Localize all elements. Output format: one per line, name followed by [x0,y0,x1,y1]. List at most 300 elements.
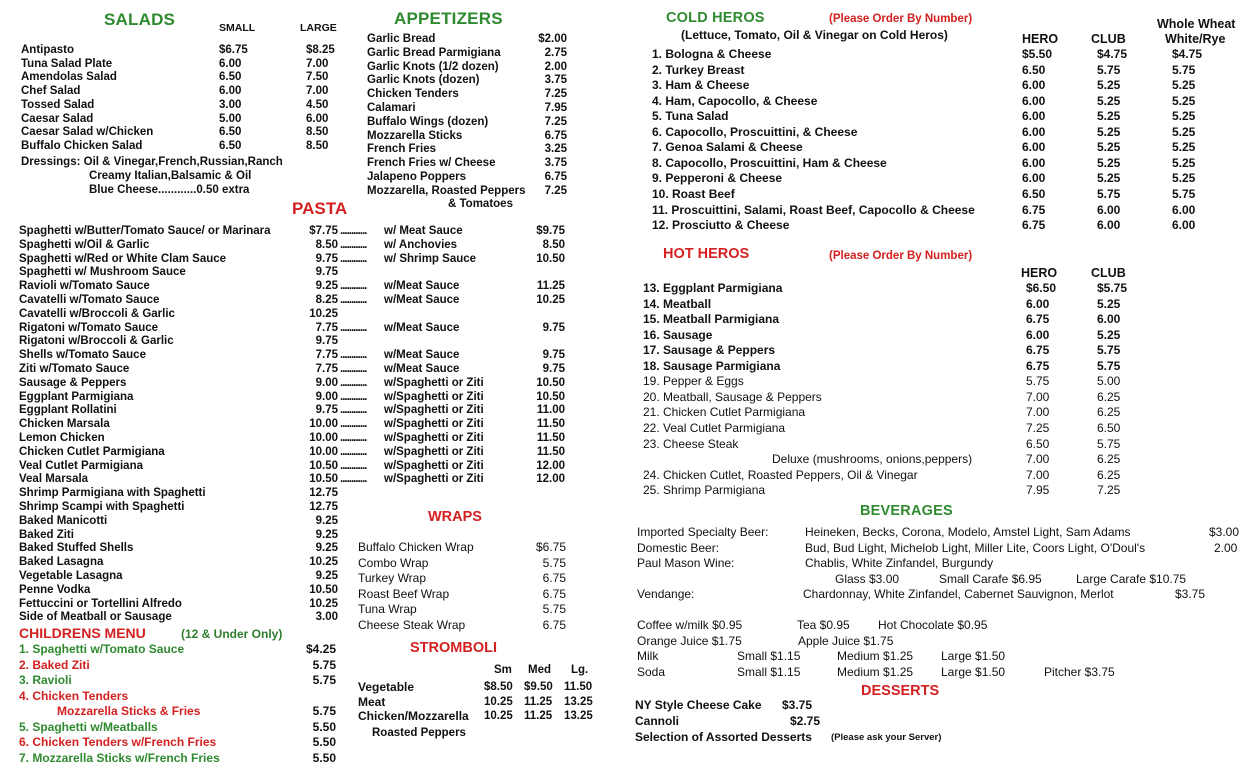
appetizer-item-name: Garlic Bread [367,33,436,45]
cold-hero-item-hero-price: $5.50 [1022,47,1053,61]
appetizer-item-name: Calamari [367,102,416,114]
wrap-item-name: Buffalo Chicken Wrap [358,540,474,554]
salad-item-large-price: 7.00 [306,57,329,70]
pasta-item-leader: ............ [340,294,367,306]
pasta-item-leader: ............ [340,459,367,472]
childrens-item-price: 5.50 [312,750,336,765]
pasta-item-option: w/Spaghetti or Ziti [384,445,484,458]
pasta-item-option-price: 9.75 [542,349,565,362]
pasta-item-option: w/ Shrimp Sauce [384,252,477,265]
cold-hero-item-ww-price: 6.00 [1172,202,1196,217]
soda-pitcher: Pitcher $3.75 [1044,665,1115,679]
hot-club-header: CLUB [1091,266,1126,280]
dressings-line-1: Dressings: Oil & Vinegar,French,Russian,Ranch [21,156,283,168]
stromboli-item-lg: 13.25 [564,695,593,708]
cold-hero-item-name: 6. Capocollo, Proscuittini, & Cheese [652,124,858,139]
appetizer-item-price: 7.95 [544,102,567,114]
salad-item-name: Chef Salad [21,85,81,98]
cold-hero-item-hero-price: 6.00 [1022,171,1046,186]
pasta-item-name: Spaghetti w/Butter/Tomato Sauce/ or Marinara [19,225,271,237]
appetizer-item-price: $2.00 [538,33,567,45]
hot-hero-item-club-price: $5.75 [1097,281,1128,295]
dressings-line-3: Blue Cheese............0.50 extra [89,184,250,196]
hot-hero-item-name: 18. Sausage Parmigiana [643,358,781,373]
childrens-item-name: 7. Mozzarella Sticks w/French Fries [19,750,220,765]
pasta-item-name: Veal Cutlet Parmigiana [19,459,143,472]
pasta-item-leader: ............ [340,473,367,486]
cold-hero-item-ww-price: 5.75 [1172,186,1196,201]
hot-hero-item-club-price: 5.75 [1097,343,1121,358]
pasta-item-price: 7.75 [315,349,338,362]
pasta-item-price: 9.00 [315,390,338,403]
appetizer-item-price: 3.75 [544,74,567,87]
wine-small-carafe: Small Carafe $6.95 [939,572,1042,586]
hot-hero-item-name: 22. Veal Cutlet Parmigiana [643,420,786,435]
hot-hero-item-hero-price: 6.75 [1026,312,1050,327]
wine-large-carafe: Large Carafe $10.75 [1076,572,1187,586]
salads-small-header: SMALL [219,22,256,34]
pasta-item-option-price: 9.75 [542,363,565,375]
hot-hero-item-club-price: 6.25 [1097,389,1121,404]
pasta-item-option-price: 11.25 [536,280,565,293]
childrens-item-price: 5.50 [312,735,336,749]
pasta-item-option-price: 10.50 [536,252,565,265]
hot-hero-item-hero-price: 7.25 [1026,420,1050,435]
cold-ww-header-2: White/Rye [1165,32,1226,46]
cold-hero-item-name: 11. Proscuittini, Salami, Roast Beef, Capocollo & Cheese [652,202,975,217]
cold-hero-item-club-price: 5.25 [1097,109,1121,124]
pasta-item-option: w/Spaghetti or Ziti [384,404,484,417]
cold-hero-item-name: 7. Genoa Salami & Cheese [652,140,803,155]
appetizer-item-name: Garlic Knots (1/2 dozen) [367,60,499,73]
pasta-item-name: Baked Stuffed Shells [19,542,134,555]
cold-hero-header: HERO [1022,32,1059,46]
wrap-item-price: 6.75 [542,617,566,632]
appetizer-item-price: 2.75 [544,46,567,59]
stromboli-item-sm: $8.50 [484,681,513,693]
pasta-item-name: Baked Ziti [19,528,74,541]
pasta-item-option: w/Spaghetti or Ziti [384,432,484,444]
pasta-item-leader: ............ [340,404,367,417]
appetizer-item-name: French Fries w/ Cheese [367,157,496,170]
salad-item-large-price: 7.00 [306,85,329,98]
hot-hero-item-hero-price: 6.50 [1026,436,1050,451]
cold-hero-item-club-price: 5.75 [1097,186,1121,201]
appetizer-item-price: 6.75 [544,171,567,183]
pasta-item-option-price: $9.75 [536,225,565,237]
dessert-cheesecake-price: $3.75 [782,698,813,712]
stromboli-item-med: $9.50 [524,681,553,693]
coffee: Coffee w/milk $0.95 [637,618,743,632]
pasta-item-option: w/Spaghetti or Ziti [384,473,484,486]
pasta-item-price: 10.00 [309,432,338,444]
appetizer-item-name: French Fries [367,143,437,156]
cold-hero-item-club-price: 5.25 [1097,171,1121,186]
stromboli-item-sm: 10.25 [484,695,513,708]
pasta-item-price: 9.75 [315,404,338,417]
pasta-item-price: 10.50 [309,459,338,472]
salad-item-large-price: 4.50 [306,98,329,111]
cold-hero-item-name: 2. Turkey Breast [652,62,745,77]
cold-hero-item-name: 10. Roast Beef [652,186,735,201]
childrens-item-name: 4. Chicken Tenders [19,688,129,703]
stromboli-item-name: Vegetable [358,680,415,694]
pasta-item-leader: ............ [340,321,367,334]
cold-hero-item-ww-price: 5.25 [1172,124,1196,139]
childrens-item-name: 6. Chicken Tenders w/French Fries [19,735,217,749]
pasta-item-name: Baked Manicotti [19,514,108,527]
pasta-item-price: 10.00 [309,418,338,431]
hot-hero-item-club-price: 5.00 [1097,374,1121,389]
pasta-item-leader: ............ [340,376,367,389]
wrap-item-name: Combo Wrap [358,555,429,570]
cold-hero-item-club-price: 5.25 [1097,93,1121,108]
cold-hero-item-club-price: 5.25 [1097,124,1121,139]
pasta-item-option-price: 10.50 [536,376,565,389]
domestic-beer-label: Domestic Beer: [637,541,720,555]
hot-hero-item-hero-price: 7.00 [1026,405,1050,420]
cold-hero-item-club-price: 5.75 [1097,62,1121,77]
pasta-item-name: Spaghetti w/ Mushroom Sauce [19,266,186,279]
childrens-item-price: 5.50 [312,719,336,734]
childrens-item-name: 2. Baked Ziti [19,657,90,672]
wrap-item-name: Cheese Steak Wrap [358,617,466,632]
appetizer-item-price: 7.25 [544,184,567,197]
cold-hero-item-ww-price: 5.25 [1172,109,1196,124]
pasta-item-option: w/ Meat Sauce [384,225,463,237]
salads-large-header: LARGE [300,22,337,34]
salad-item-small-price: $6.75 [219,44,248,56]
pasta-item-option: w/Meat Sauce [384,363,460,375]
pasta-item-leader: ............ [340,280,367,293]
stromboli-last-line: Roasted Peppers [372,727,466,739]
milk-small: Small $1.15 [737,649,801,663]
pasta-item-price: 10.25 [309,307,338,320]
hot-hero-item-name: 21. Chicken Cutlet Parmigiana [643,405,806,420]
childrens-note: (12 & Under Only) [181,627,283,641]
pasta-item-option-price: 11.00 [536,404,565,417]
pasta-item-price: 3.00 [315,611,338,624]
pasta-item-leader: ............ [340,238,367,251]
vendange-list: Chardonnay, White Zinfandel, Cabernet Sauvignon, Merlot [803,587,1114,601]
stromboli-item-med: 11.25 [524,710,553,722]
hot-hero-item-club-price: 6.00 [1097,312,1121,327]
milk-label: Milk [637,649,659,663]
cold-hero-item-club-price: 6.00 [1097,218,1121,233]
pasta-item-option: w/Meat Sauce [384,280,460,293]
pasta-item-price: 12.75 [309,501,338,513]
appetizer-item-name: Garlic Knots (dozen) [367,74,480,87]
hot-hero-item-club-price: 6.50 [1097,420,1121,435]
appetizer-item-name: Chicken Tenders [367,88,459,101]
hot-hero-item-name: 24. Chicken Cutlet, Roasted Peppers, Oil & Vinegar [643,467,918,482]
orange-juice: Orange Juice $1.75 [637,634,742,648]
pasta-item-name: Penne Vodka [19,583,91,596]
salad-item-large-price: 7.50 [306,71,329,84]
pasta-item-name: Fettuccini or Tortellini Alfredo [19,597,182,610]
pasta-item-option-price: 12.00 [536,459,565,472]
pasta-item-option: w/Spaghetti or Ziti [384,459,484,472]
pasta-item-leader: ............ [340,349,367,362]
pasta-item-price: 10.50 [309,583,338,596]
pasta-item-option: w/ Anchovies [384,238,458,251]
hot-hero-item-hero-price: 7.00 [1026,467,1050,482]
cold-hero-item-ww-price: 5.25 [1172,171,1196,186]
wrap-item-price: 6.75 [542,586,566,601]
pasta-item-name: Rigatoni w/Broccoli & Garlic [19,335,174,348]
appetizer-item-name: Buffalo Wings (dozen) [367,115,489,128]
pasta-item-price: 10.25 [309,597,338,610]
hot-hero-item-name: 15. Meatball Parmigiana [643,312,780,327]
pasta-item-option-price: 11.50 [536,418,565,431]
pasta-item-leader: ............ [340,225,367,237]
pasta-item-leader: ............ [340,445,367,458]
salad-item-small-price: 6.00 [219,57,242,70]
cold-hero-item-name: 5. Tuna Salad [652,109,729,124]
childrens-item-price: 5.75 [312,704,336,718]
pasta-item-price: 9.75 [315,252,338,265]
salad-item-name: Antipasto [21,44,75,56]
pasta-item-name: Baked Lasagna [19,556,104,569]
pasta-item-option: w/Meat Sauce [384,294,460,306]
cold-hero-item-club-price: 5.25 [1097,155,1121,170]
pasta-item-price: 9.25 [315,542,338,555]
childrens-item-price: 5.75 [312,673,336,687]
pasta-item-name: Ziti w/Tomato Sauce [19,363,130,375]
pasta-item-price: 9.25 [315,570,338,582]
imported-beer-label: Imported Specialty Beer: [637,525,769,539]
pasta-item-price: 8.25 [315,294,338,306]
soda-small: Small $1.15 [737,665,801,679]
cold-hero-item-ww-price: 5.25 [1172,78,1196,93]
hot-hero-item-club-price: 5.75 [1097,436,1121,451]
cold-heros-order-note: (Please Order By Number) [829,13,973,25]
salad-item-large-price: 6.00 [306,112,329,125]
stromboli-item-sm: 10.25 [484,710,513,722]
appetizer-item-price: 3.75 [544,157,567,170]
cold-hero-item-club-price: 5.25 [1097,78,1121,93]
pasta-item-name: Veal Marsala [19,473,89,486]
hot-hero-item-hero-price: 7.00 [1026,452,1050,467]
hot-hero-item-name: 13. Eggplant Parmigiana [643,281,783,295]
hot-hero-item-club-price: 5.25 [1097,327,1121,342]
cold-hero-item-ww-price: $4.75 [1172,47,1203,61]
pasta-item-price: 9.75 [315,266,338,279]
cold-hero-item-hero-price: 6.75 [1022,218,1046,233]
wrap-item-name: Tuna Wrap [358,602,417,616]
pasta-item-name: Vegetable Lasagna [19,570,123,582]
cold-hero-item-name: 9. Pepperoni & Cheese [652,171,783,186]
wrap-item-price: 5.75 [542,555,566,570]
domestic-beer-list: Bud, Bud Light, Michelob Light, Miller Lite, Coors Light, O'Doul's [805,541,1146,555]
pasta-item-option-price: 8.50 [542,238,565,251]
pasta-item-name: Cavatelli w/Tomato Sauce [19,294,160,306]
hot-chocolate: Hot Chocolate $0.95 [878,618,988,632]
appetizer-item-price: 7.25 [544,88,567,101]
hot-hero-item-hero-price: 6.00 [1026,296,1050,311]
hot-hero-item-club-price: 6.25 [1097,452,1121,467]
pasta-item-name: Ravioli w/Tomato Sauce [19,280,150,293]
cold-hero-item-name: 12. Prosciutto & Cheese [652,218,790,233]
stromboli-sm-header: Sm [494,664,512,676]
appetizer-item-name: Garlic Bread Parmigiana [367,46,501,59]
cold-hero-item-name: 1. Bologna & Cheese [652,47,772,61]
childrens-title: CHILDRENS MENU [19,625,146,641]
pasta-item-price: 7.75 [315,321,338,334]
appetizers-title: APPETIZERS [394,9,503,28]
cold-hero-item-hero-price: 6.00 [1022,109,1046,124]
stromboli-item-lg: 13.25 [564,710,593,722]
salad-item-small-price: 3.00 [219,98,242,111]
cold-hero-item-club-price: 6.00 [1097,202,1121,217]
hot-hero-item-hero-price: 7.00 [1026,389,1050,404]
stromboli-item-lg: 11.50 [564,681,593,693]
wine-glass: Glass $3.00 [835,572,900,586]
salad-item-name: Caesar Salad [21,112,94,125]
pasta-title: PASTA [292,199,348,218]
imported-beer-list: Heineken, Becks, Corona, Modelo, Amstel Light, Sam Adams [805,525,1131,539]
pasta-item-price: 10.25 [309,556,338,569]
pasta-item-name: Sausage & Peppers [19,376,127,389]
appetizer-item-name: Mozzarella Sticks [367,129,463,142]
cold-hero-item-ww-price: 5.25 [1172,93,1196,108]
hot-hero-item-hero-price: 5.75 [1026,374,1050,389]
pasta-item-name: Cavatelli w/Broccoli & Garlic [19,307,175,320]
hot-hero-item-name: 14. Meatball [643,296,712,311]
stromboli-item-name: Chicken/Mozzarella [358,709,469,723]
cold-hero-item-name: 4. Ham, Capocollo, & Cheese [652,93,818,108]
salads-title: SALADS [104,10,176,29]
pasta-item-option: w/Spaghetti or Ziti [384,390,484,403]
salad-item-name: Tuna Salad Plate [21,57,113,70]
domestic-beer-price: 2.00 [1214,541,1238,555]
dessert-selection: Selection of Assorted Desserts [635,730,812,744]
pasta-item-price: 8.50 [315,238,338,251]
childrens-item-name: 5. Spaghetti w/Meatballs [19,719,158,734]
dressings-line-2: Creamy Italian,Balsamic & Oil [89,170,252,182]
pasta-item-price: 12.75 [309,487,338,500]
imported-beer-price: $3.00 [1209,525,1240,539]
soda-medium: Medium $1.25 [837,665,914,679]
pasta-item-option-price: 10.25 [536,294,565,306]
pasta-item-price: 9.00 [315,376,338,389]
cold-hero-item-hero-price: 6.00 [1022,78,1046,93]
pasta-item-name: Lemon Chicken [19,432,105,444]
childrens-item-price: 5.75 [312,657,336,672]
childrens-item-name: 3. Ravioli [19,673,72,687]
pasta-item-option: w/Spaghetti or Ziti [384,376,484,389]
wine-label: Paul Mason Wine: [637,556,735,570]
wrap-item-name: Roast Beef Wrap [358,586,450,601]
salad-item-small-price: 6.00 [219,85,242,98]
hot-hero-item-name: Deluxe (mushrooms, onions,peppers) [772,452,973,467]
hot-hero-header: HERO [1021,266,1058,280]
pasta-item-option-price: 11.50 [536,445,565,458]
cold-hero-item-hero-price: 6.00 [1022,124,1046,139]
childrens-item-price: $4.25 [305,642,336,656]
pasta-item-price: 9.25 [315,280,338,293]
salad-item-name: Caesar Salad w/Chicken [21,126,154,139]
desserts-title: DESSERTS [861,683,940,699]
cold-heros-subtitle: (Lettuce, Tomato, Oil & Vinegar on Cold Heros) [681,28,948,42]
pasta-item-option-price: 9.75 [542,321,565,334]
apple-juice: Apple Juice $1.75 [798,634,894,648]
salad-item-name: Amendolas Salad [21,71,117,84]
tea: Tea $0.95 [797,618,850,632]
hot-hero-item-name: 20. Meatball, Sausage & Peppers [643,389,822,404]
salad-item-name: Tossed Salad [21,98,95,111]
dessert-cheesecake: NY Style Cheese Cake [635,698,762,712]
cold-hero-item-ww-price: 5.25 [1172,140,1196,155]
childrens-item-name: 1. Spaghetti w/Tomato Sauce [19,642,185,656]
appetizers-last-line: & Tomatoes [448,198,513,210]
pasta-item-leader: ............ [340,432,367,444]
cold-hero-item-hero-price: 6.00 [1022,155,1046,170]
pasta-item-name: Side of Meatball or Sausage [19,611,172,624]
stromboli-title: STROMBOLI [410,640,497,656]
pasta-item-name: Spaghetti w/Red or White Clam Sauce [19,252,227,265]
cold-hero-item-name: 8. Capocollo, Proscuittini, Ham & Cheese [652,155,887,170]
pasta-item-price: $7.75 [309,225,338,237]
appetizer-item-price: 6.75 [544,129,567,142]
hot-hero-item-hero-price: $6.50 [1026,281,1057,295]
hot-heros-title: HOT HEROS [663,246,750,262]
pasta-item-leader: ............ [340,418,367,431]
pasta-item-option: w/Meat Sauce [384,321,460,334]
pasta-item-leader: ............ [340,390,367,403]
cold-ww-header-1: Whole Wheat [1157,17,1236,31]
appetizer-item-price: 7.25 [544,115,567,128]
dessert-cannoli: Cannoli [635,714,679,728]
pasta-item-leader: ............ [340,252,367,265]
cold-hero-item-hero-price: 6.50 [1022,186,1046,201]
salad-item-small-price: 6.50 [219,71,242,84]
milk-large: Large $1.50 [941,649,1006,663]
hot-hero-item-name: 16. Sausage [643,327,713,342]
stromboli-item-med: 11.25 [524,695,553,708]
salad-item-large-price: 8.50 [306,126,329,139]
cold-hero-item-ww-price: 6.00 [1172,218,1196,233]
stromboli-lg-header: Lg. [571,664,589,676]
pasta-item-price: 9.25 [315,528,338,541]
cold-hero-item-club-price: $4.75 [1097,47,1128,61]
hot-hero-item-club-price: 7.25 [1097,483,1121,498]
pasta-item-name: Chicken Cutlet Parmigiana [19,445,165,458]
salad-item-large-price: 8.50 [306,139,329,152]
hot-hero-item-name: 23. Cheese Steak [643,436,739,451]
salad-item-name: Buffalo Chicken Salad [21,139,143,152]
pasta-item-leader: ............ [340,363,367,375]
hot-hero-item-name: 25. Shrimp Parmigiana [643,483,766,498]
milk-medium: Medium $1.25 [837,649,914,663]
hot-hero-item-club-price: 5.25 [1097,296,1121,311]
cold-hero-item-hero-price: 6.00 [1022,140,1046,155]
cold-club-header: CLUB [1091,32,1126,46]
pasta-item-price: 7.75 [315,363,338,375]
soda-label: Soda [637,665,666,679]
cold-heros-title: COLD HEROS [666,10,765,26]
hot-hero-item-hero-price: 6.75 [1026,358,1050,373]
wrap-item-price: $6.75 [535,540,566,554]
pasta-item-name: Shrimp Scampi with Spaghetti [19,501,185,513]
hot-heros-order-note: (Please Order By Number) [829,250,973,262]
hot-hero-item-hero-price: 6.75 [1026,343,1050,358]
pasta-item-price: 10.00 [309,445,338,458]
hot-hero-item-hero-price: 7.95 [1026,483,1050,498]
stromboli-item-name: Meat [358,694,386,709]
beverages-title: BEVERAGES [860,503,953,519]
cold-hero-item-hero-price: 6.00 [1022,93,1046,108]
